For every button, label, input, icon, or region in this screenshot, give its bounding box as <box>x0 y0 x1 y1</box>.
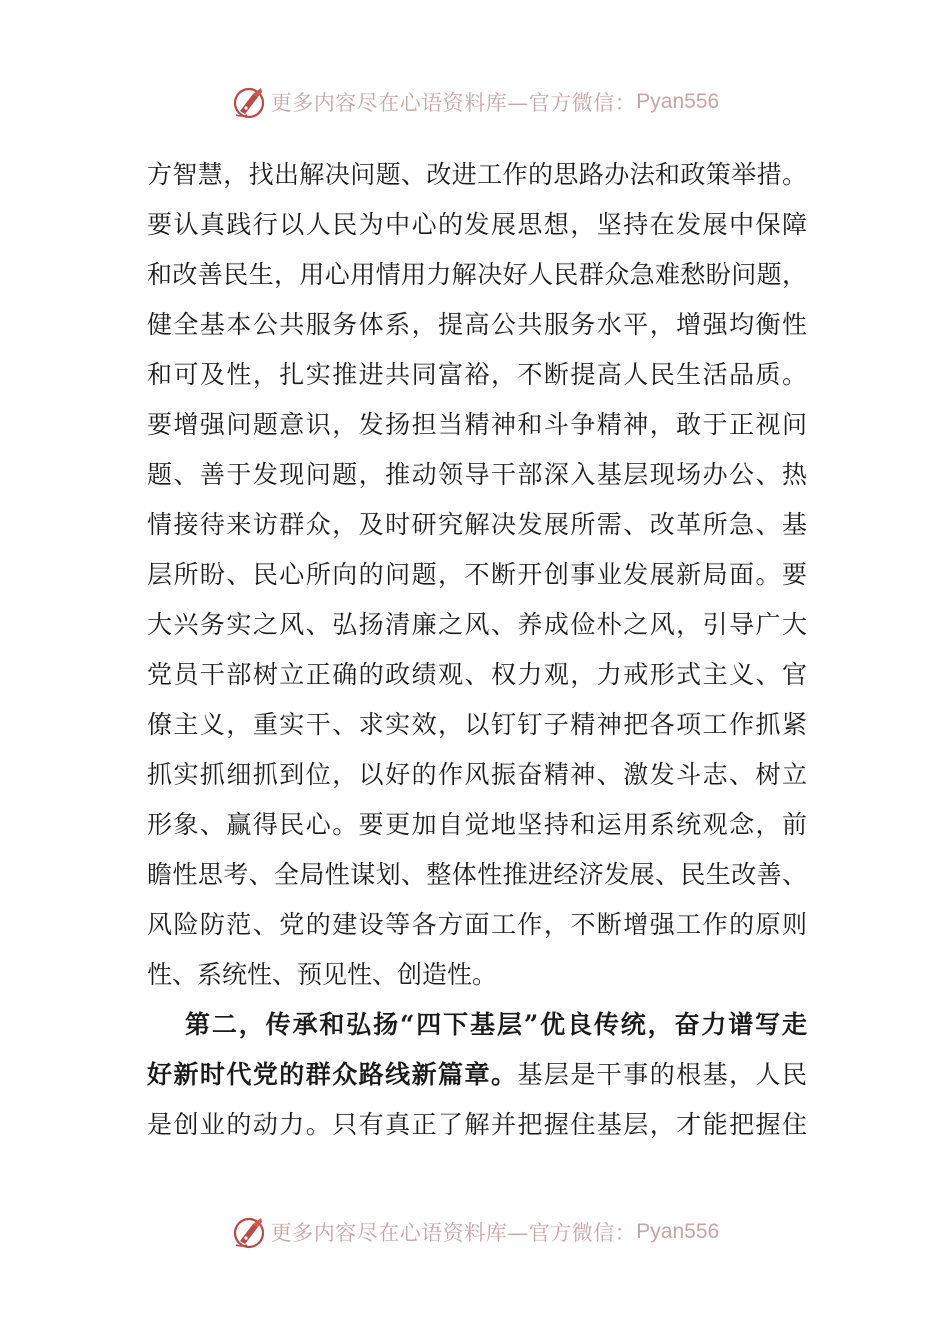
body-line: 要增强问题意识，发扬担当精神和斗争精神，敢于正视问 <box>147 410 807 439</box>
document-body <box>147 150 807 1150</box>
body-line: 健全基本公共服务体系，提高公共服务水平，增强均衡性 <box>147 310 807 339</box>
body-line: 形象、赢得民心。要更加自觉地坚持和运用系统观念，前 <box>147 810 807 839</box>
pen-nib-logo-icon <box>231 1214 267 1250</box>
body-line: 抓实抓细抓到位，以好的作风振奋精神、激发斗志、树立 <box>147 760 807 789</box>
header-banner <box>0 82 950 122</box>
body-line: 方智慧，找出解决问题、改进工作的思路办法和政策举措。 <box>147 160 807 189</box>
body-line: 是创业的动力。只有真正了解并把握住基层，才能把握住 <box>147 1110 807 1139</box>
footer-banner-text: 更多内容尽在心语资料库—官方微信： <box>270 1221 637 1245</box>
body-line: 大兴务实之风、弘扬清廉之风、养成俭朴之风，引导广大 <box>147 610 807 639</box>
body-line: 和改善民生，用心用情用力解决好人民群众急难愁盼问题， <box>147 260 807 289</box>
header-banner-text: 更多内容尽在心语资料库—官方微信： <box>270 91 637 115</box>
footer-wechat-id: Pyan556 <box>636 1220 720 1243</box>
body-line: 和可及性，扎实推进共同富裕，不断提高人民生活品质。 <box>147 360 807 389</box>
body-line: 性、系统性、预见性、创造性。 <box>147 960 498 989</box>
body-line: 题、善于发现问题，推动领导干部深入基层现场办公、热 <box>147 460 807 489</box>
body-line: 要认真践行以人民为中心的发展思想，坚持在发展中保障 <box>147 210 807 239</box>
body-text-continuation: 基层是干事的根基，人民 <box>517 1060 807 1089</box>
body-line: 僚主义，重实干、求实效，以钉钉子精神把各项工作抓紧 <box>147 710 807 739</box>
body-line: 情接待来访群众，及时研究解决发展所需、改革所急、基 <box>147 510 807 539</box>
section-heading-line: 第二，传承和弘扬“四下基层”优良传统，奋力谱写走 <box>185 1010 807 1039</box>
header-wechat-id: Pyan556 <box>636 90 720 113</box>
footer-banner <box>0 1212 950 1252</box>
section-heading-line-2 <box>147 1050 807 1100</box>
section-heading-tail: 好新时代党的群众路线新篇章。 <box>147 1060 518 1089</box>
body-line: 风险防范、党的建设等各方面工作，不断增强工作的原则 <box>147 910 807 939</box>
body-line: 党员干部树立正确的政绩观、权力观，力戒形式主义、官 <box>147 660 807 689</box>
pen-nib-logo-icon <box>231 84 267 120</box>
body-line: 瞻性思考、全局性谋划、整体性推进经济发展、民生改善、 <box>147 860 807 889</box>
body-line: 层所盼、民心所向的问题，不断开创事业发展新局面。要 <box>147 560 807 589</box>
